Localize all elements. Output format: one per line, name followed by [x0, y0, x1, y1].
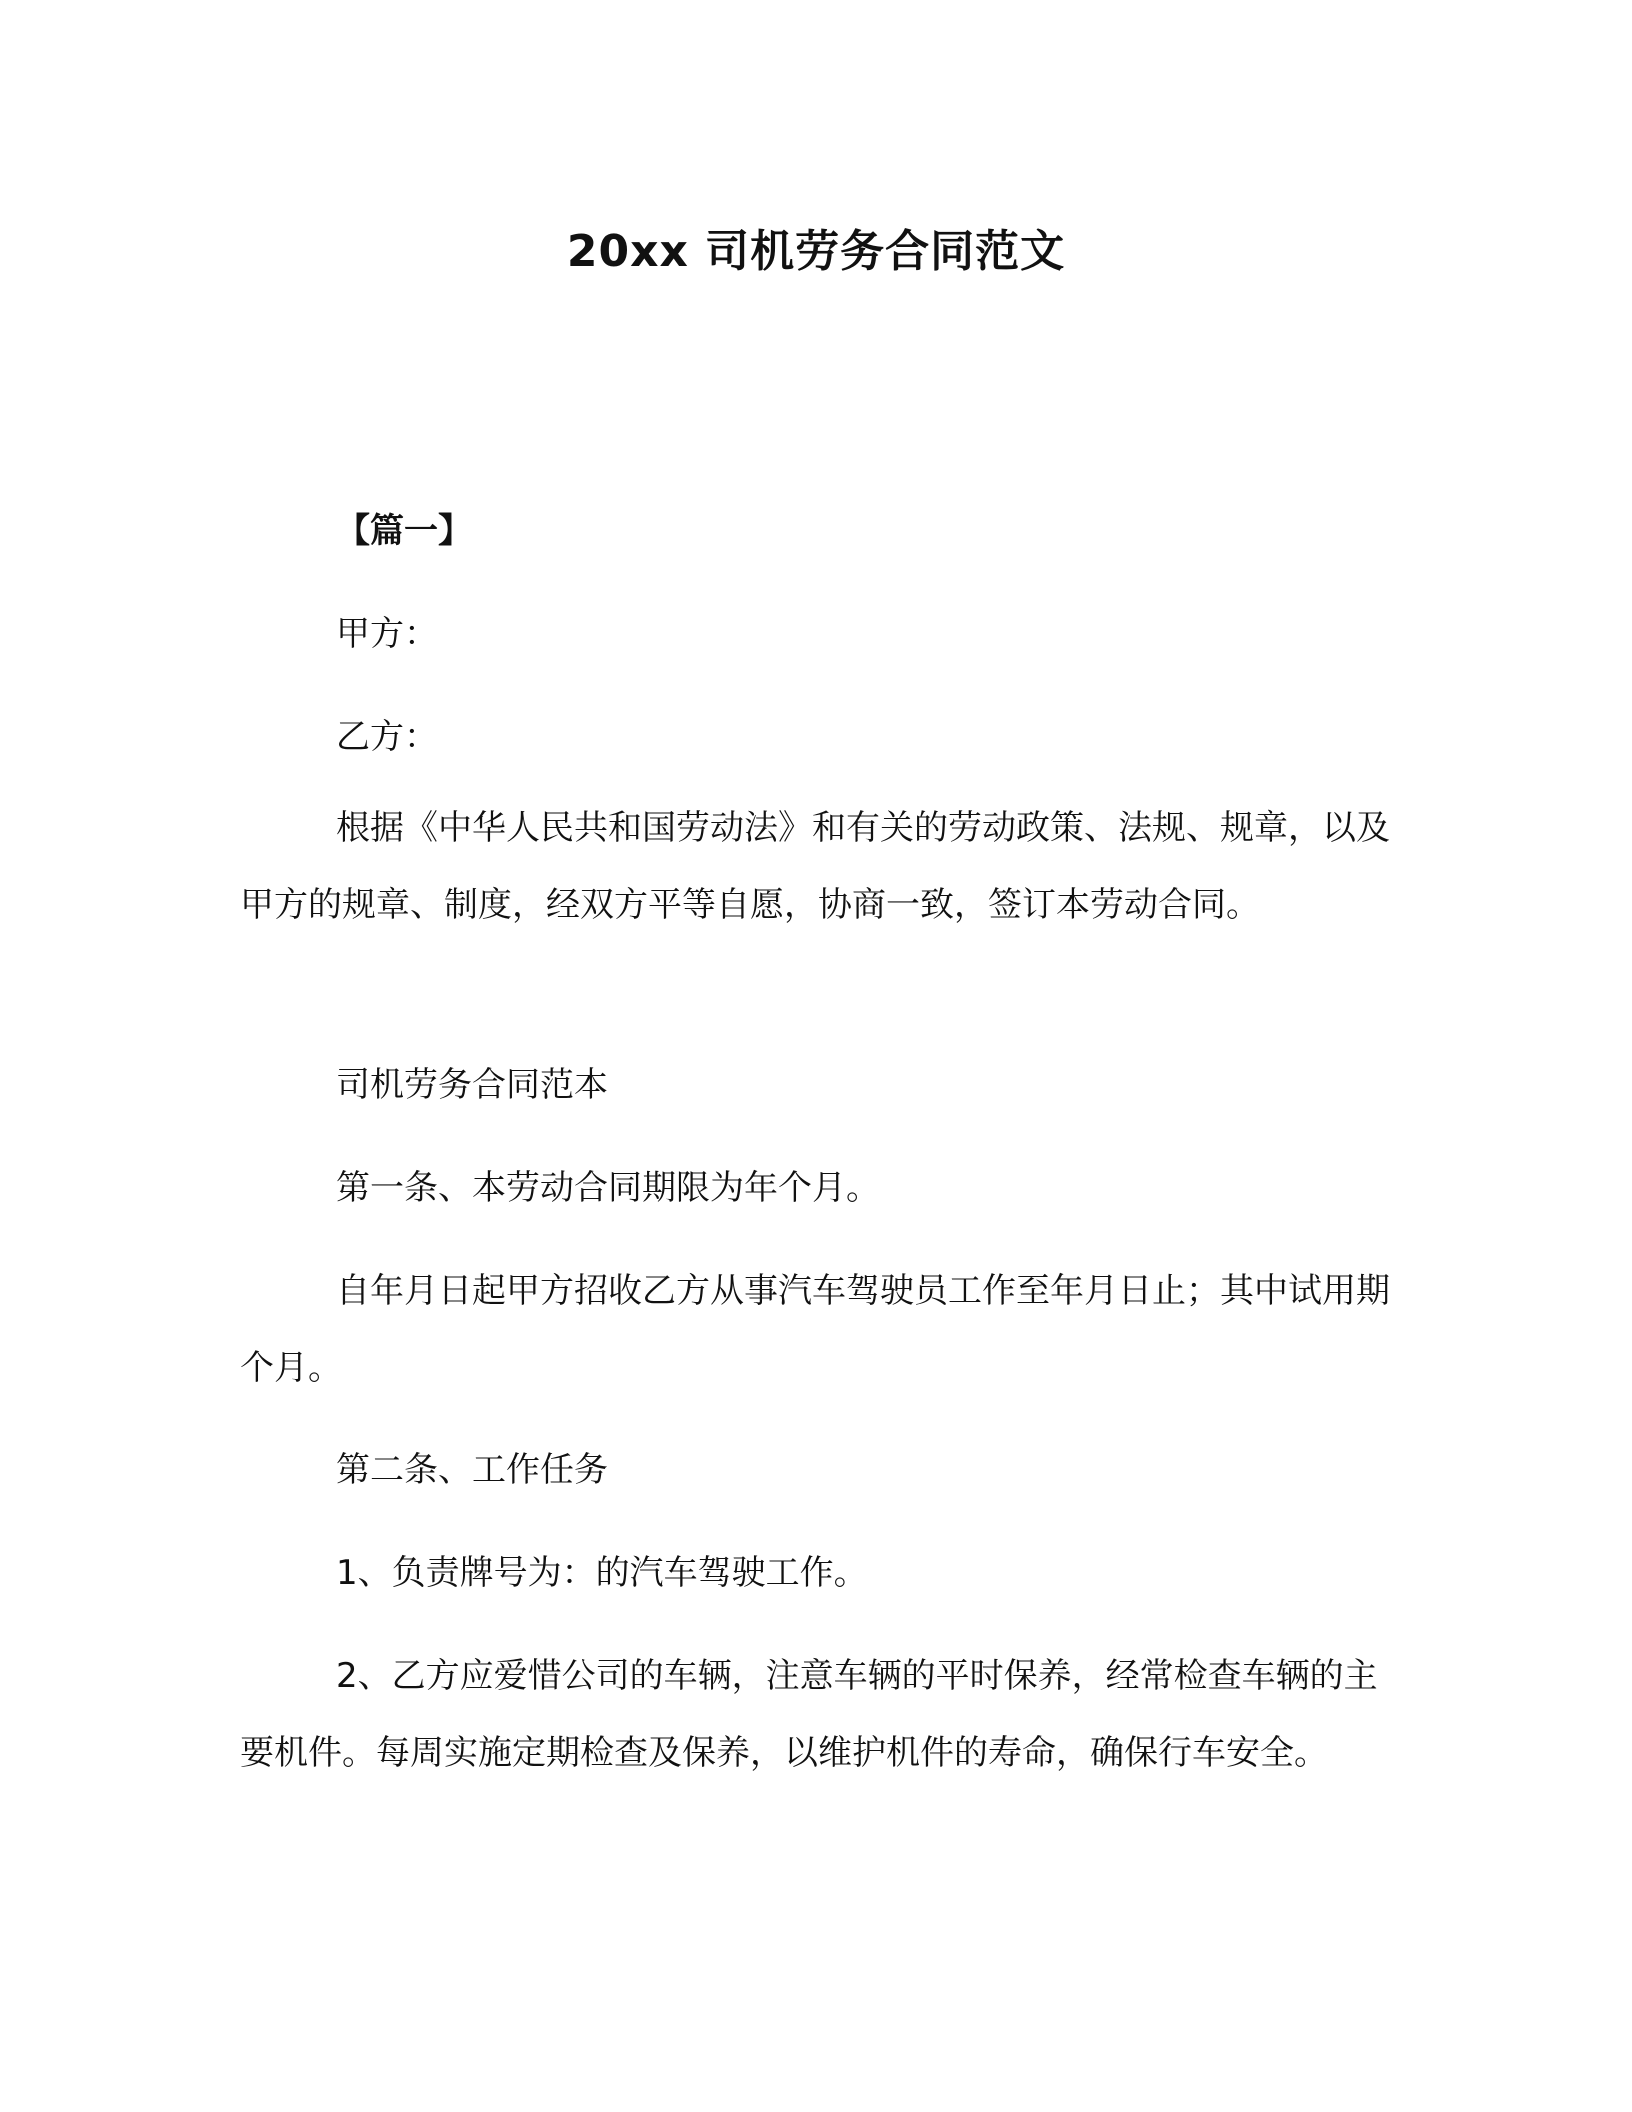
contract-heading: 司机劳务合同范本: [336, 1065, 608, 1105]
article-1-body: 自年月日起甲方招收乙方从事汽车驾驶员工作至年月日止；其中试用期个月。: [240, 1271, 1390, 1388]
party-b-line: 乙方：: [336, 717, 438, 757]
article-2-item-2: 2、乙方应爱惜公司的车辆，注意车辆的平时保养，经常检查车辆的主要机件。每周实施定期检查及保养，以维护机件的寿命，确保行车安全。: [240, 1656, 1378, 1773]
party-a-line: 甲方：: [336, 614, 438, 654]
article-2-title: 第二条、工作任务: [336, 1450, 608, 1490]
section-label: 【篇一】: [336, 511, 472, 551]
article-2-item-1: 1、负责牌号为：的汽车驾驶工作。: [336, 1553, 868, 1593]
preamble-paragraph: 根据《中华人民共和国劳动法》和有关的劳动政策、法规、规章，以及甲方的规章、制度，经双方平等自愿，协商一致，签订本劳动合同。: [240, 808, 1390, 925]
article-1-title: 第一条、本劳动合同期限为年个月。: [336, 1168, 880, 1208]
document-title: 20xx 司机劳务合同范文: [566, 226, 1066, 277]
